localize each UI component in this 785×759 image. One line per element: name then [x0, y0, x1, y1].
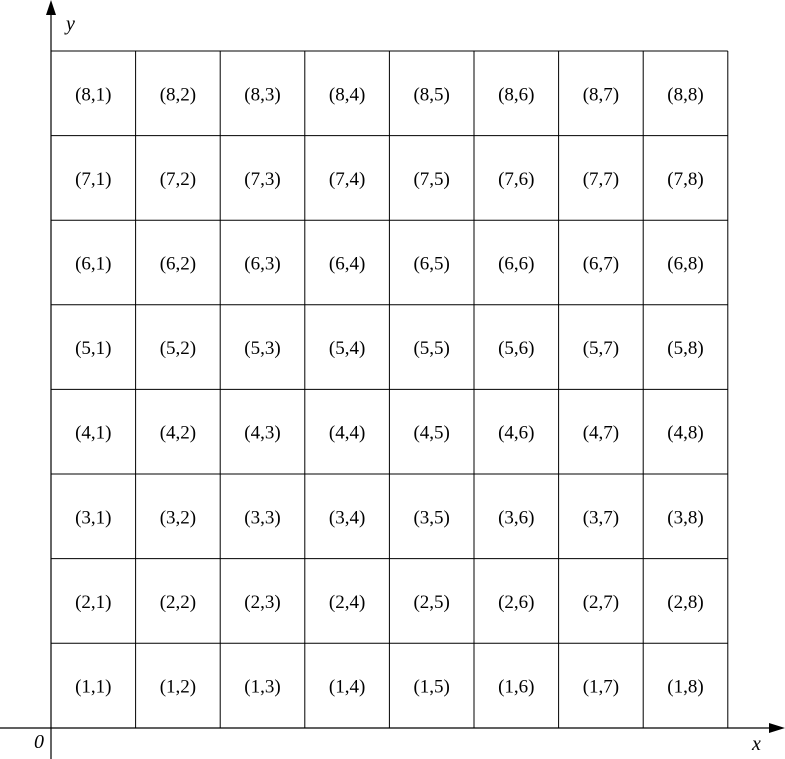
grid-cell-label: (6,3)	[244, 253, 281, 275]
grid-cell-label: (5,1)	[75, 338, 112, 360]
grid-cell-label: (8,3)	[244, 84, 281, 106]
x-axis-arrow	[769, 723, 785, 733]
grid-cell-label: (7,5)	[413, 168, 450, 190]
grid-cell-label: (6,8)	[667, 253, 704, 275]
grid-cell-label: (1,7)	[582, 676, 620, 698]
grid-cell-label: (3,7)	[582, 507, 620, 529]
grid-cell-label: (8,7)	[582, 84, 620, 106]
grid-cell-label: (2,1)	[75, 591, 112, 613]
grid-cell-label: (3,5)	[413, 507, 450, 529]
grid-cell-label: (2,4)	[328, 591, 366, 613]
grid-cell-label: (7,8)	[667, 168, 704, 190]
grid-cell-label: (7,6)	[498, 168, 535, 190]
x-axis-label: x	[752, 733, 761, 755]
grid-cell-label: (1,5)	[413, 676, 450, 698]
grid-cell-label: (4,2)	[159, 422, 197, 444]
grid-cell-label: (7,1)	[75, 168, 112, 190]
grid-cell-label: (6,5)	[413, 253, 450, 275]
grid-cell-label: (5,8)	[667, 338, 704, 360]
origin-label: 0	[34, 731, 44, 753]
grid-cell-label: (2,5)	[413, 591, 450, 613]
grid-cell-label: (2,8)	[667, 591, 704, 613]
grid-cell-label: (3,8)	[667, 507, 704, 529]
grid-cell-label: (3,3)	[244, 507, 281, 529]
grid-cell-label: (6,4)	[328, 253, 366, 275]
grid-cell-label: (1,1)	[75, 676, 112, 698]
grid-cell-label: (6,2)	[159, 253, 197, 275]
grid-cell-label: (4,7)	[582, 422, 620, 444]
grid-cell-label: (7,4)	[328, 168, 366, 190]
grid-cell-label: (4,4)	[328, 422, 366, 444]
grid-cell-label: (1,4)	[328, 676, 366, 698]
grid-cell-label: (7,3)	[244, 168, 281, 190]
grid-cell-label: (1,2)	[159, 676, 197, 698]
grid-cell-label: (8,8)	[667, 84, 704, 106]
grid-cell-label: (1,8)	[667, 676, 704, 698]
grid-cell-label: (8,2)	[159, 84, 197, 106]
grid-cell-label: (8,1)	[75, 84, 112, 106]
grid-cell-label: (5,6)	[498, 338, 535, 360]
grid-cell-label: (4,3)	[244, 422, 281, 444]
grid-cell-label: (8,6)	[498, 84, 535, 106]
grid-cell-label: (2,7)	[582, 591, 620, 613]
grid-cell-label: (6,1)	[75, 253, 112, 275]
grid-cell-label: (5,7)	[582, 338, 620, 360]
grid-cell-label: (5,5)	[413, 338, 450, 360]
grid-lines	[51, 51, 728, 728]
grid-cell-label: (8,4)	[328, 84, 366, 106]
y-axis-label: y	[66, 13, 75, 35]
grid-cell-label: (7,2)	[159, 168, 197, 190]
grid-cell-label: (3,4)	[328, 507, 366, 529]
grid-cell-label: (3,1)	[75, 507, 112, 529]
grid-cell-label: (4,8)	[667, 422, 704, 444]
grid-cell-label: (7,7)	[582, 168, 620, 190]
grid-cell-label: (4,1)	[75, 422, 112, 444]
grid-cell-label: (5,4)	[328, 338, 366, 360]
grid-cell-label: (2,3)	[244, 591, 281, 613]
grid-cell-label: (3,2)	[159, 507, 197, 529]
grid-cell-label: (5,2)	[159, 338, 197, 360]
grid-cell-label: (2,2)	[159, 591, 197, 613]
grid-cell-label: (4,6)	[498, 422, 535, 444]
grid-cell-label: (4,5)	[413, 422, 450, 444]
grid-cell-label: (6,6)	[498, 253, 535, 275]
grid-cell-label: (5,3)	[244, 338, 281, 360]
grid-cell-label: (2,6)	[498, 591, 535, 613]
grid-cell-label: (3,6)	[498, 507, 535, 529]
grid-cell-label: (1,6)	[498, 676, 535, 698]
grid-cell-label: (8,5)	[413, 84, 450, 106]
grid-cell-label: (6,7)	[582, 253, 620, 275]
grid-cell-label: (1,3)	[244, 676, 281, 698]
y-axis-arrow	[46, 0, 56, 15]
